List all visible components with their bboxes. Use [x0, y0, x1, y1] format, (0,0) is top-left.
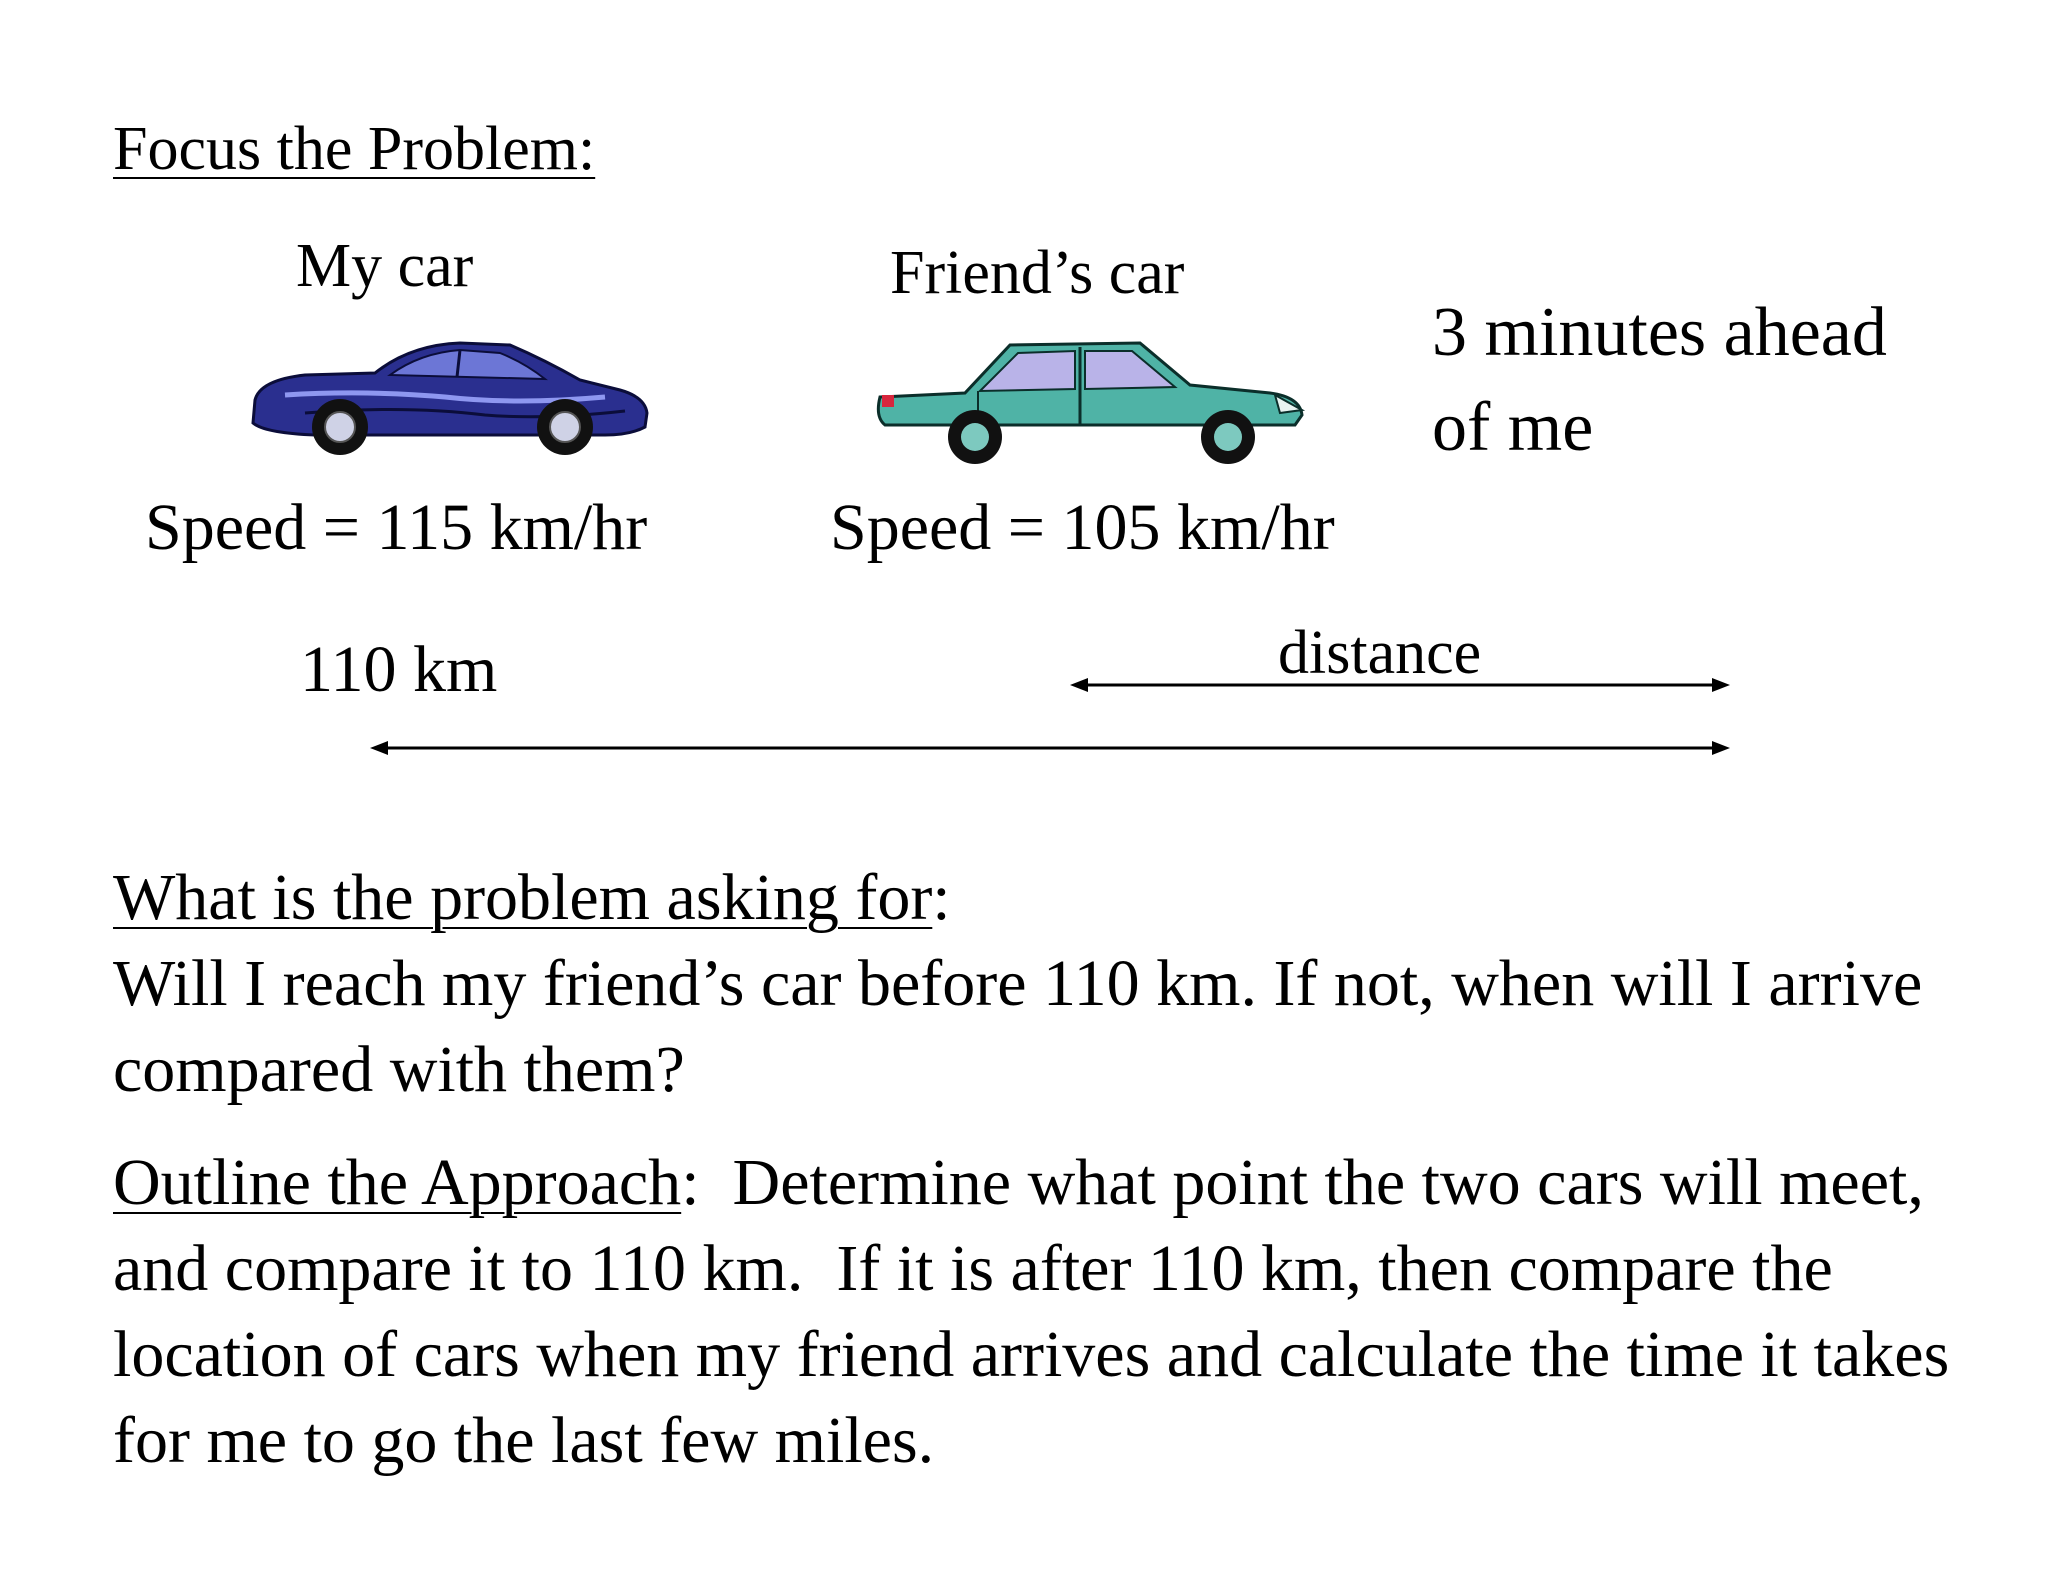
- my-car-illustration: [245, 335, 655, 460]
- asking-section: [113, 855, 1993, 1113]
- ahead-line-2: of me: [1432, 389, 1594, 466]
- my-car-speed: Speed = 115 km/hr: [145, 491, 648, 564]
- total-distance-label: 110 km: [300, 633, 498, 706]
- friend-car-speed: Speed = 105 km/hr: [830, 491, 1335, 564]
- ahead-line-1: 3 minutes ahead: [1432, 294, 1887, 371]
- asking-heading: What is the problem asking for: [113, 861, 933, 934]
- asking-text: Will I reach my friend’s car before 110 km. If not, when will I arrive compared with them?: [113, 947, 1923, 1106]
- approach-heading: Outline the Approach: [113, 1146, 682, 1219]
- focus-heading: Focus the Problem:: [113, 115, 596, 183]
- friend-car-illustration: [870, 325, 1310, 470]
- my-car-label: My car: [296, 232, 474, 300]
- distance-arrow: [1070, 670, 1730, 700]
- total-distance-arrow: [370, 733, 1730, 763]
- approach-text: Determine what point the two cars will meet, and compare it to 110 km. If it is after 110 km, then compare the location of cars when my friend arrives and calculate the time it takes for me to go the last few miles.: [113, 1146, 1966, 1477]
- approach-colon: :: [681, 1146, 700, 1219]
- distance-label: distance: [1278, 619, 1482, 687]
- friend-car-label: Friend’s car: [890, 239, 1185, 307]
- approach-section: [113, 1140, 1993, 1484]
- asking-colon: :: [932, 861, 951, 934]
